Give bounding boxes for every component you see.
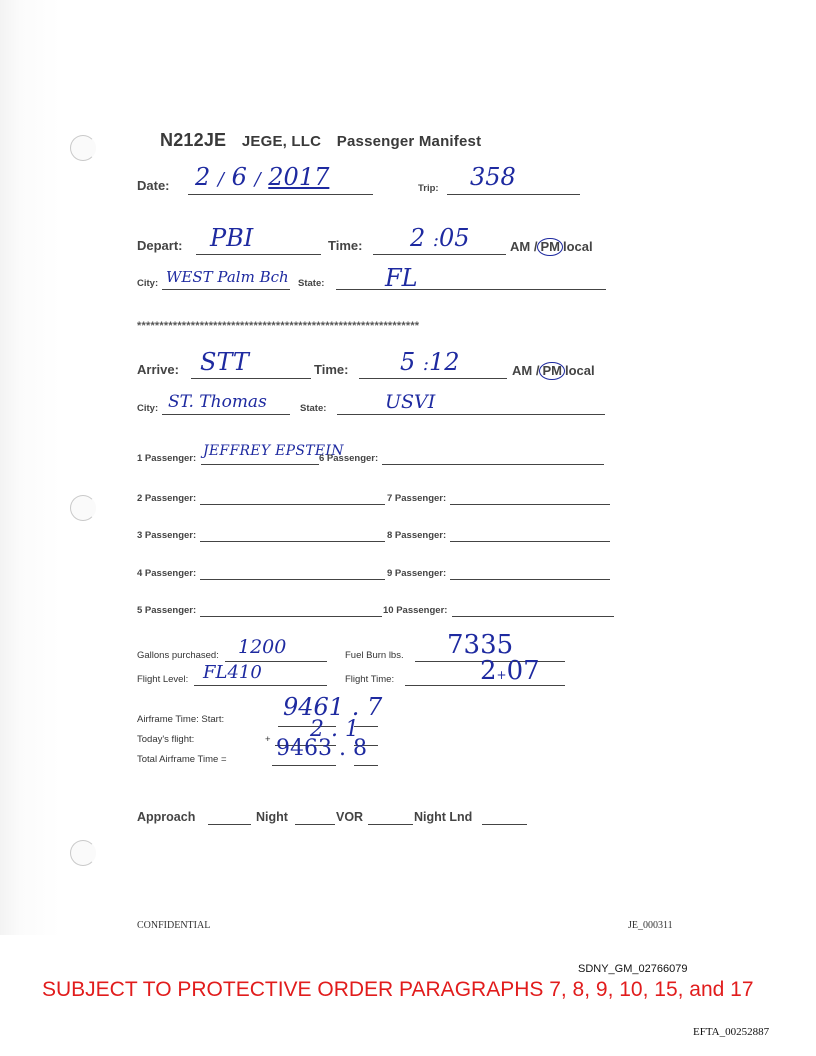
manifest-header [160,130,481,151]
depart-city-line [162,289,290,290]
depart-value: PBI [210,224,254,252]
arrive-state-value: USVI [385,391,436,413]
vor-label: VOR [336,810,364,824]
depart-state-value: FL [385,264,418,292]
todays-flight-value: 2 . 1 [310,717,359,742]
protective-order-stamp: SUBJECT TO PROTECTIVE ORDER PARAGRAPHS 7, 8, 9, 10, 15, and 17 [42,978,754,1001]
company-name: JEGE, LLC [241,133,322,150]
night-label: Night [256,810,288,824]
plus-sign: + [265,734,271,745]
depart-city-label: City: [137,278,159,289]
total-airframe-value: 9463 . 8 [276,736,367,761]
passenger-8-line [450,541,610,542]
depart-ampm: AM / PM local [510,239,593,254]
passenger-2-line [200,504,385,505]
approach-label: Approach [137,810,196,824]
passenger-4-line [200,579,385,580]
airframe-start-label: Airframe Time: Start: [137,714,225,725]
tail-number: N212JE [160,130,227,150]
gallons-value: 1200 [238,636,287,658]
passenger-1-value: JEFFREY EPSTEIN [203,443,344,459]
depart-city-value: WEST Palm Bch [166,268,289,286]
punch-hole [70,495,96,521]
total-airframe-tenth-line [354,765,378,766]
punch-hole [70,135,96,161]
passenger-5-label: 5 Passenger: [137,605,197,616]
passenger-10-line [452,616,614,617]
fuel-burn-label: Fuel Burn lbs. [345,650,404,661]
passenger-7-line [450,504,610,505]
flight-level-value: FL410 [203,662,262,683]
total-airframe-label: Total Airframe Time = [137,754,227,765]
pm-selected: PM [537,238,563,256]
vor-line [368,824,413,825]
flight-level-label: Flight Level: [137,674,189,685]
arrive-line [191,378,311,379]
arrive-city-line [162,414,290,415]
bates-number: JE_000311 [628,920,673,931]
depart-state-label: State: [298,278,325,289]
depart-time-label: Time: [328,238,363,253]
pm-selected: PM [539,362,565,380]
arrive-state-line [337,414,605,415]
passenger-3-label: 3 Passenger: [137,530,197,541]
depart-state-line [336,289,606,290]
passenger-9-line [450,579,610,580]
flight-time-value: 2+07 [480,656,540,686]
flight-level-line [194,685,327,686]
night-line [295,824,335,825]
arrive-state-label: State: [300,403,327,414]
todays-flight-label: Today's flight: [137,734,195,745]
passenger-1-label: 1 Passenger: [137,453,197,464]
trip-label: Trip: [418,183,439,194]
depart-line [196,254,321,255]
punch-hole [70,840,96,866]
airframe-start-value: 9461 . 7 [283,693,383,721]
approach-line [208,824,251,825]
efta-number: EFTA_00252887 [693,1026,770,1038]
passenger-10-label: 10 Passenger: [383,605,448,616]
depart-time-line [373,254,506,255]
document-title: Passenger Manifest [336,133,482,150]
section-separator: *************************************************************** [137,320,420,332]
arrive-ampm: AM / PM local [512,363,595,378]
gallons-label: Gallons purchased: [137,650,219,661]
trip-value: 358 [470,163,516,191]
passenger-8-label: 8 Passenger: [387,530,447,541]
passenger-3-line [200,541,385,542]
arrive-time-label: Time: [314,362,349,377]
arrive-value: STT [200,348,249,376]
passenger-4-label: 4 Passenger: [137,568,197,579]
passenger-9-label: 9 Passenger: [387,568,447,579]
arrive-time-line [359,378,507,379]
passenger-5-line [200,616,382,617]
confidential-label: CONFIDENTIAL [137,920,211,931]
fuel-burn-value: 7335 [447,630,514,660]
passenger-2-label: 2 Passenger: [137,493,197,504]
date-line [188,194,373,195]
passenger-7-label: 7 Passenger: [387,493,447,504]
flight-time-label: Flight Time: [345,674,395,685]
trip-line [447,194,580,195]
depart-time-value: 2 :05 [410,224,470,252]
sdny-stamp: SDNY_GM_02766079 [578,963,688,975]
depart-label: Depart: [137,238,183,253]
total-airframe-line [272,765,336,766]
date-label: Date: [137,178,170,193]
date-value: 2 / 6 / 2017 [195,163,330,191]
night-lnd-line [482,824,527,825]
arrive-time-value: 5 :12 [400,348,460,376]
arrive-label: Arrive: [137,362,179,377]
passenger-6-line [382,464,604,465]
passenger-6-label: 6 Passenger: [319,453,379,464]
arrive-city-label: City: [137,403,159,414]
passenger-1-line [201,464,319,465]
arrive-city-value: ST. Thomas [168,392,267,412]
night-lnd-label: Night Lnd [414,810,473,824]
